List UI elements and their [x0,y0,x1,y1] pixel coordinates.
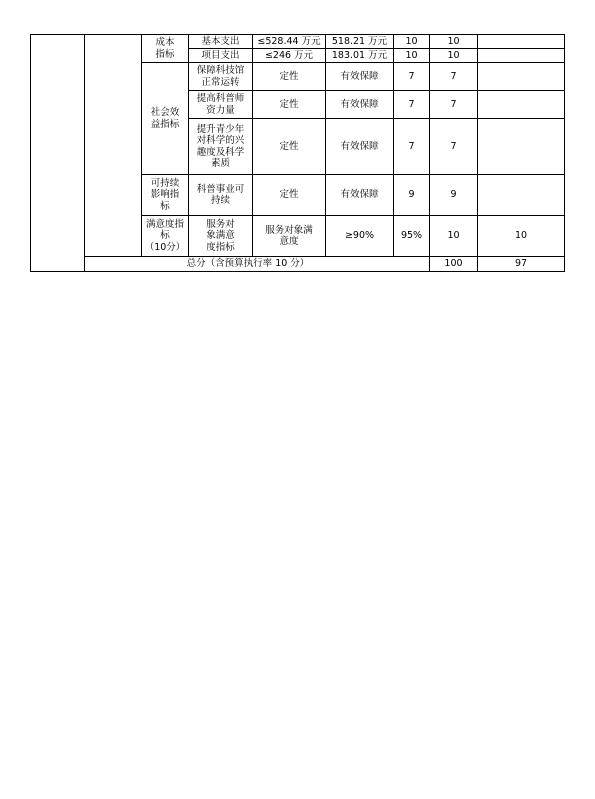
indicator-cell: 基本支出 [189,35,253,49]
actual-cell: 有效保障 [326,63,394,91]
target-cell: ≤246 万元 [253,49,326,63]
level2-cell [85,35,142,257]
actual-cell: 183.01 万元 [326,49,394,63]
level1-cell [31,35,85,272]
table-row [31,35,565,49]
indicator-cell: 保障科技馆 正常运转 [189,63,253,91]
total-label: 总分（含预算执行率 10 分） [85,257,430,272]
actual-cell: 有效保障 [326,175,394,216]
remark-cell [478,35,565,49]
weight-cell: 10 [430,216,478,257]
level3-cell: 可持续 影响指 标 [142,175,189,216]
score-cell: 7 [430,63,478,91]
performance-table [30,34,565,272]
remark-cell [478,175,565,216]
target-cell: 定性 [253,63,326,91]
actual-cell: 95% [394,216,430,257]
weight-cell: 10 [394,49,430,63]
target-cell: 定性 [253,175,326,216]
weight-cell: 9 [394,175,430,216]
level3-cell: 服务对 象满意 度指标 [189,216,253,257]
remark-cell [478,119,565,175]
score-cell: 7 [430,119,478,175]
score-cell: 9 [430,175,478,216]
score-cell: 10 [430,35,478,49]
target-cell: 定性 [253,91,326,119]
weight-cell: 10 [394,35,430,49]
target-cell: ≥90% [326,216,394,257]
actual-cell: 有效保障 [326,91,394,119]
score-cell: 10 [430,49,478,63]
actual-cell: 有效保障 [326,119,394,175]
remark-cell [478,49,565,63]
remark-cell [478,63,565,91]
weight-cell: 7 [394,91,430,119]
target-cell: ≤528.44 万元 [253,35,326,49]
total-weight: 100 [430,257,478,272]
weight-cell: 7 [394,63,430,91]
level3-cell: 社会效 益指标 [142,63,189,175]
indicator-cell: 服务对象满 意度 [253,216,326,257]
indicator-cell: 提升青少年 对科学的兴 趣度及科学 素质 [189,119,253,175]
remark-cell [478,91,565,119]
level2-cell: 满意度指标 （10分） [142,216,189,257]
target-cell: 定性 [253,119,326,175]
weight-cell: 7 [394,119,430,175]
actual-cell: 518.21 万元 [326,35,394,49]
level3-cell: 成本 指标 [142,35,189,63]
indicator-cell: 项目支出 [189,49,253,63]
score-cell: 7 [430,91,478,119]
total-row [31,257,565,272]
total-score: 97 [478,257,565,272]
indicator-cell: 提高科普师 资力量 [189,91,253,119]
indicator-cell: 科普事业可 持续 [189,175,253,216]
score-cell: 10 [478,216,565,257]
